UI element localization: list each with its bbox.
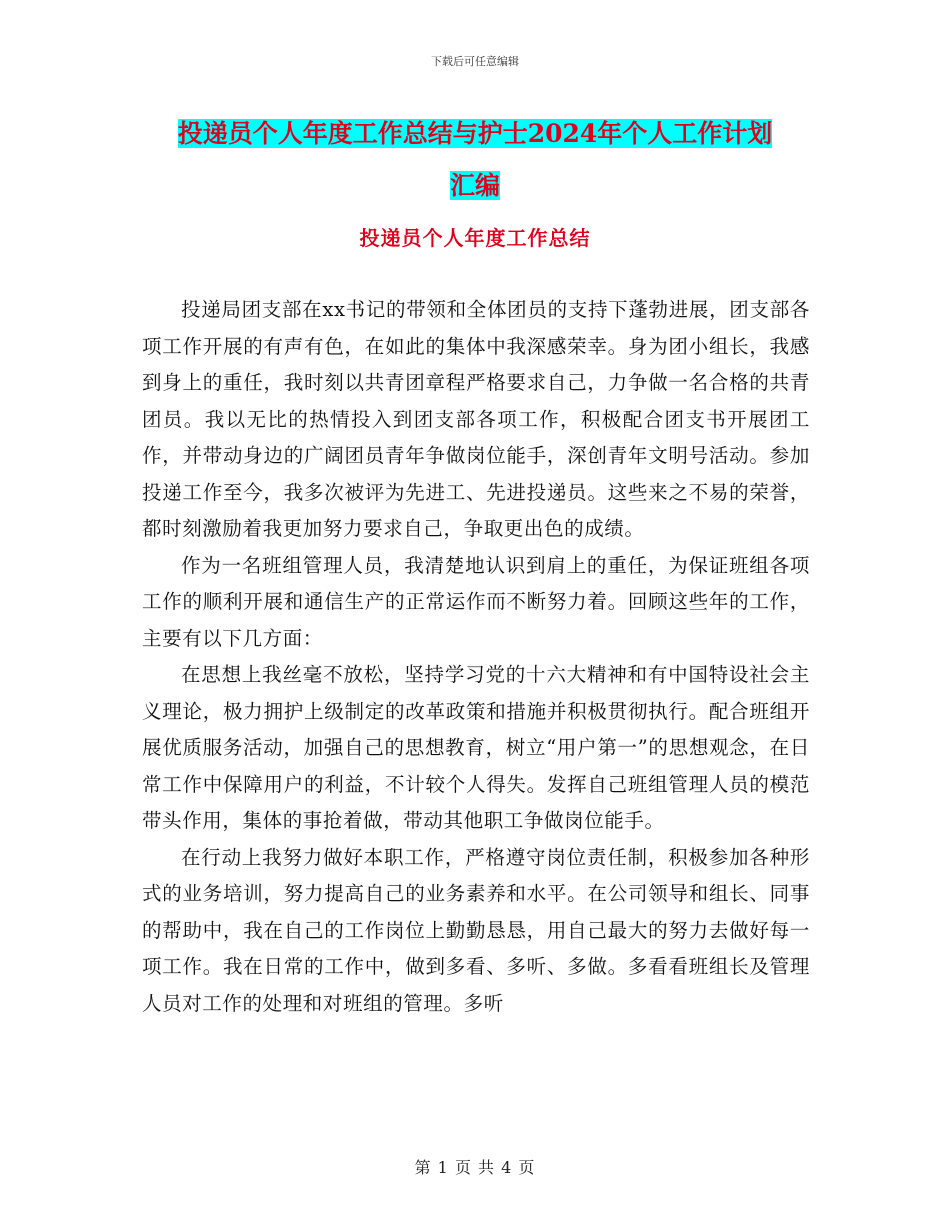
document-title-line-2: 汇编: [449, 171, 500, 200]
page-footer: 第 1 页 共 4 页: [414, 1158, 536, 1177]
paragraph: 在思想上我丝毫不放松，坚持学习党的十六大精神和有中国特设社会主义理论，极力拥护上级制定的改革政策和措施并积极贯彻执行。配合班组开展优质服务活动，加强自己的思想教育，树立“用户第一”的思想观念，在日常工作中保障用户的利益，不计较个人得失。发挥自己班组管理人员的模范带头作用，集体的事抢着做，带动其他职工争做岗位能手。: [142, 663, 810, 832]
paragraph: 作为一名班组管理人员，我清楚地认识到肩上的重任，为保证班组各项工作的顺利开展和通信生产的正常运作而不断努力着。回顾这些年的工作，主要有以下几方面：: [142, 553, 810, 650]
document-title-line-1: 投递员个人年度工作总结与护士2024年个人工作计划: [177, 119, 773, 148]
document-title: [140, 108, 810, 212]
header-note: 下载后可任意编辑: [431, 55, 519, 68]
section-title: 投递员个人年度工作总结: [359, 226, 591, 250]
body-text: [142, 292, 810, 1022]
paragraph: 在行动上我努力做好本职工作，严格遵守岗位责任制，积极参加各种形式的业务培训，努力提高自己的业务素养和水平。在公司领导和组长、同事的帮助中，我在自己的工作岗位上勤勤恳恳，用自己最大的努力去做好每一项工作。我在日常的工作中，做到多看、多听、多做。多看看班组长及管理人员对工作的处理和对班组的管理。多听: [142, 845, 810, 1015]
paragraph: 投递局团支部在xx书记的带领和全体团员的支持下蓬勃进展，团支部各项工作开展的有声有色，在如此的集体中我深感荣幸。身为团小组长，我感到身上的重任，我时刻以共青团章程严格要求自己，力争做一名合格的共青团员。我以无比的热情投入到团支部各项工作，积极配合团支书开展团工作，并带动身边的广阔团员青年争做岗位能手，深创青年文明号活动。参加投递工作至今，我多次被评为先进工、先进投递员。这些来之不易的荣誉，都时刻激励着我更加努力要求自己，争取更出色的成绩。: [142, 298, 810, 540]
